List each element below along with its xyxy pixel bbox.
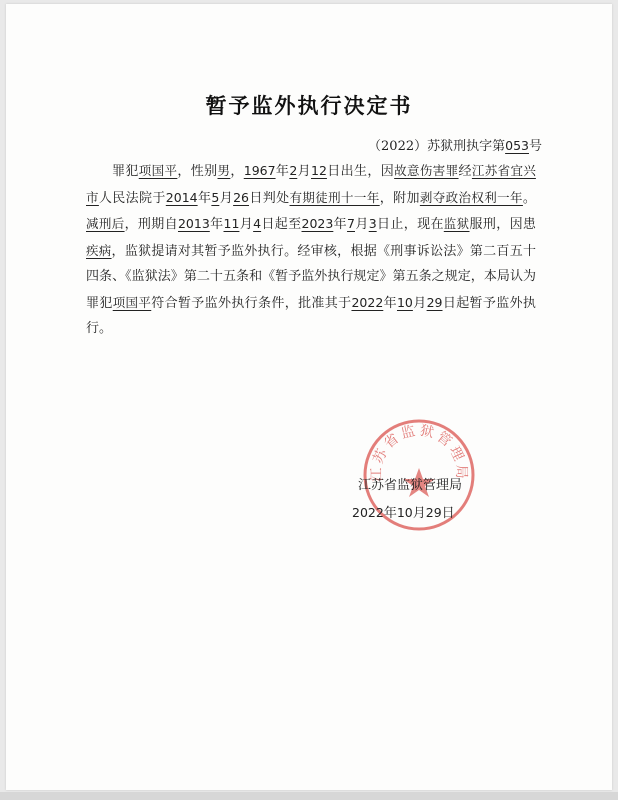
- svg-text:江苏省监狱管理局: 江苏省监狱管理局: [368, 422, 470, 482]
- decision-body: 罪犯项国平，性别男，1967年2月12日出生，因故意伤害罪经江苏省宜兴市人民法院于2014年5月26日判处有期徒刑十一年，附加剥夺政治权利一年。减刑后，刑期自2013年11月4日起至2023年7月3日止，现在监狱服刑，因患疾病，监狱提请对其暂予监外执行。经审核，根据《刑事诉讼法》第二百五十四条、《监狱法》第二十五条和《暂予监外执行规定》第五条之规定，本局认为罪犯项国平符合暂予监外执行条件，批准其于2022年10月29日起暂予监外执行。: [86, 163, 536, 336]
- birth-day: 12: [311, 163, 327, 178]
- approve-month: 10: [396, 294, 413, 310]
- criminal-name: 项国平: [138, 163, 178, 178]
- sentence-reduction: 减刑后: [86, 216, 125, 231]
- birth-month: 2: [289, 163, 298, 178]
- scan-bottom-edge: [0, 792, 618, 800]
- term-end-year: 2023: [301, 216, 334, 231]
- issue-date: 2022年10月29日: [352, 505, 455, 521]
- term-start-day: 4: [253, 216, 262, 231]
- crime: 故意伤害罪: [394, 163, 459, 178]
- verdict-year: 2014: [165, 189, 198, 205]
- issuing-authority: 江苏省监狱管理局: [358, 478, 463, 493]
- court: 江苏省宜兴市: [86, 163, 536, 205]
- document-page: [6, 4, 612, 790]
- additional-penalty: 剥夺政治权利一年: [419, 189, 523, 205]
- birth-year: 1967: [243, 163, 276, 178]
- term-start-year: 2013: [177, 216, 210, 231]
- approve-year: 2022: [351, 294, 384, 310]
- term-end-month: 7: [347, 216, 355, 231]
- term-end-day: 3: [368, 216, 377, 231]
- verdict-month: 5: [211, 189, 220, 205]
- sentence: 有期徒刑十一年: [289, 189, 380, 205]
- gender: 男: [217, 163, 231, 178]
- verdict-day: 26: [233, 189, 249, 205]
- prison: 监狱: [443, 216, 470, 231]
- document-title: 暂予监外执行决定书: [205, 93, 413, 118]
- doc-no-suffix: 号: [528, 139, 542, 154]
- document-number: [368, 135, 542, 154]
- doc-no-prefix: （2022）苏狱刑执字第: [368, 139, 506, 154]
- illness: 疾病: [86, 242, 112, 258]
- term-start-month: 11: [223, 216, 240, 231]
- criminal-name-repeat: 项国平: [112, 294, 152, 310]
- doc-no-number: 053: [505, 138, 529, 153]
- approve-day: 29: [426, 294, 443, 310]
